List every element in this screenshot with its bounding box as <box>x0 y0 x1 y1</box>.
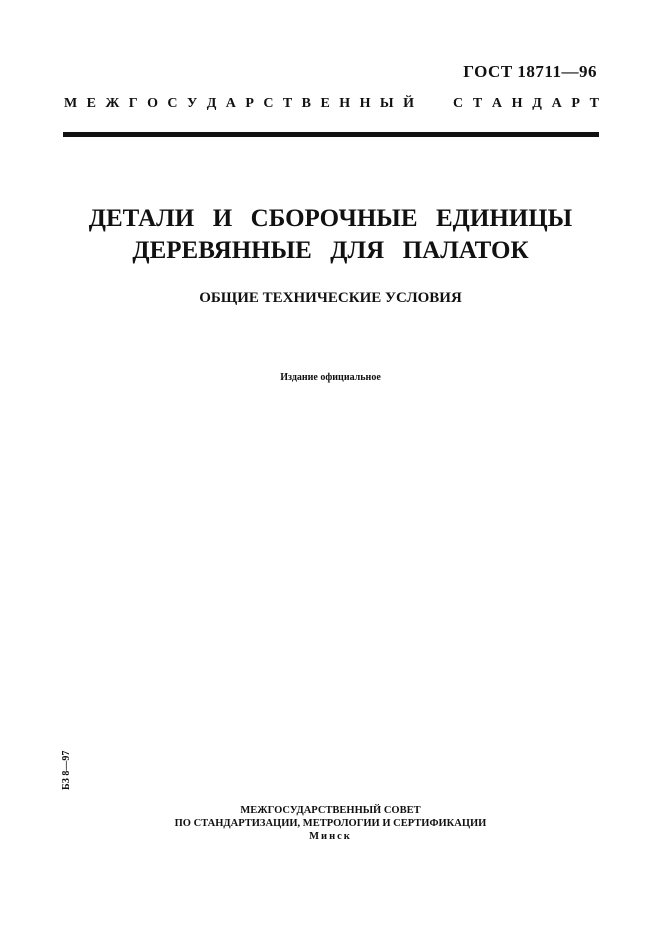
letter: У <box>186 96 198 111</box>
letter: Ж <box>105 96 120 111</box>
letter: В <box>301 96 312 111</box>
standard-type-heading <box>64 96 599 112</box>
letter: Е <box>320 96 330 111</box>
letter: Н <box>511 96 523 111</box>
edition-note: Издание официальное <box>280 372 381 383</box>
letter: А <box>491 96 502 111</box>
letter: С <box>263 96 274 111</box>
letter: Т <box>589 96 599 111</box>
letter: Т <box>282 96 293 111</box>
gost-number: ГОСТ 18711—96 <box>463 62 597 81</box>
letter: Н <box>339 96 351 111</box>
header-divider <box>63 132 599 137</box>
letter: Д <box>206 96 217 111</box>
standard-type-word-standard <box>453 96 599 112</box>
letter: А <box>551 96 562 111</box>
letter: С <box>453 96 464 111</box>
letter: М <box>64 96 78 111</box>
letter: Ы <box>379 96 394 111</box>
letter: Е <box>86 96 96 111</box>
title-line-1: ДЕТАЛИ И СБОРОЧНЫЕ ЕДИНИЦЫ <box>88 205 573 232</box>
standard-type-word-interstate <box>64 96 414 112</box>
letter: Д <box>532 96 542 111</box>
letter: А <box>225 96 236 111</box>
publisher-line-2: ПО СТАНДАРТИЗАЦИИ, МЕТРОЛОГИИ И СЕРТИФИКАЦИИ <box>174 818 487 829</box>
publisher-block <box>0 804 661 843</box>
title-line-2: ДЕРЕВЯННЫЕ ДЛЯ ПАЛАТОК <box>132 237 529 264</box>
letter: Р <box>245 96 254 111</box>
document-title <box>0 203 661 267</box>
letter: О <box>147 96 158 111</box>
letter: Р <box>571 96 580 111</box>
letter: С <box>167 96 178 111</box>
letter: Т <box>472 96 483 111</box>
side-code: БЗ 8—97 <box>61 750 72 790</box>
letter: Й <box>403 96 414 111</box>
document-subtitle: ОБЩИЕ ТЕХНИЧЕСКИЕ УСЛОВИЯ <box>199 290 462 306</box>
publisher-line-1: МЕЖГОСУДАРСТВЕННЫЙ СОВЕТ <box>240 805 421 816</box>
letter: Г <box>128 96 138 111</box>
letter: Н <box>359 96 371 111</box>
publisher-city: Минск <box>309 831 352 842</box>
